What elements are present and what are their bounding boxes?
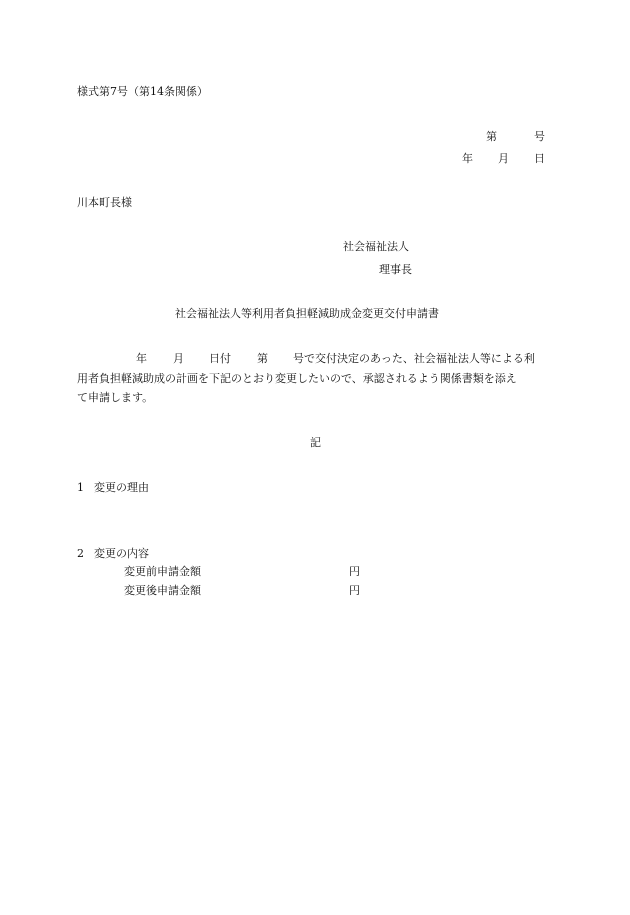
form-label: 様式第7号（第14条関係） — [77, 85, 208, 98]
row-after-label: 変更後申請金額 — [124, 584, 201, 597]
doc-number-dai: 第 — [486, 130, 497, 143]
ki-heading: 記 — [310, 436, 321, 449]
document-title: 社会福祉法人等利用者負担軽減助成金変更交付申請書 — [175, 307, 439, 320]
intro-line2: 用者負担軽減助成の計画を下記のとおり変更したいので、承認されるよう関係書類を添え — [77, 372, 517, 385]
row-before-unit: 円 — [349, 565, 360, 578]
doc-number-go: 号 — [534, 130, 545, 143]
section2-label: 変更の内容 — [94, 547, 149, 560]
intro-dai: 第 — [257, 352, 268, 365]
section1-number: 1 — [77, 481, 84, 494]
intro-line1-rest: 号で交付決定のあった、社会福祉法人等による利 — [293, 352, 535, 365]
row-after-unit: 円 — [349, 584, 360, 597]
section2-number: 2 — [77, 547, 84, 560]
applicant-org: 社会福祉法人 — [343, 240, 409, 253]
intro-line3: て申請します。 — [77, 391, 154, 404]
date-month: 月 — [498, 152, 509, 165]
date-day: 日 — [534, 152, 545, 165]
intro-year: 年 — [136, 352, 147, 365]
section1-label: 変更の理由 — [94, 481, 149, 494]
intro-day: 日付 — [209, 352, 231, 365]
intro-month: 月 — [173, 352, 184, 365]
recipient: 川本町長様 — [77, 196, 132, 209]
applicant-role: 理事長 — [379, 263, 412, 276]
row-before-label: 変更前申請金額 — [124, 565, 201, 578]
date-year: 年 — [462, 152, 473, 165]
